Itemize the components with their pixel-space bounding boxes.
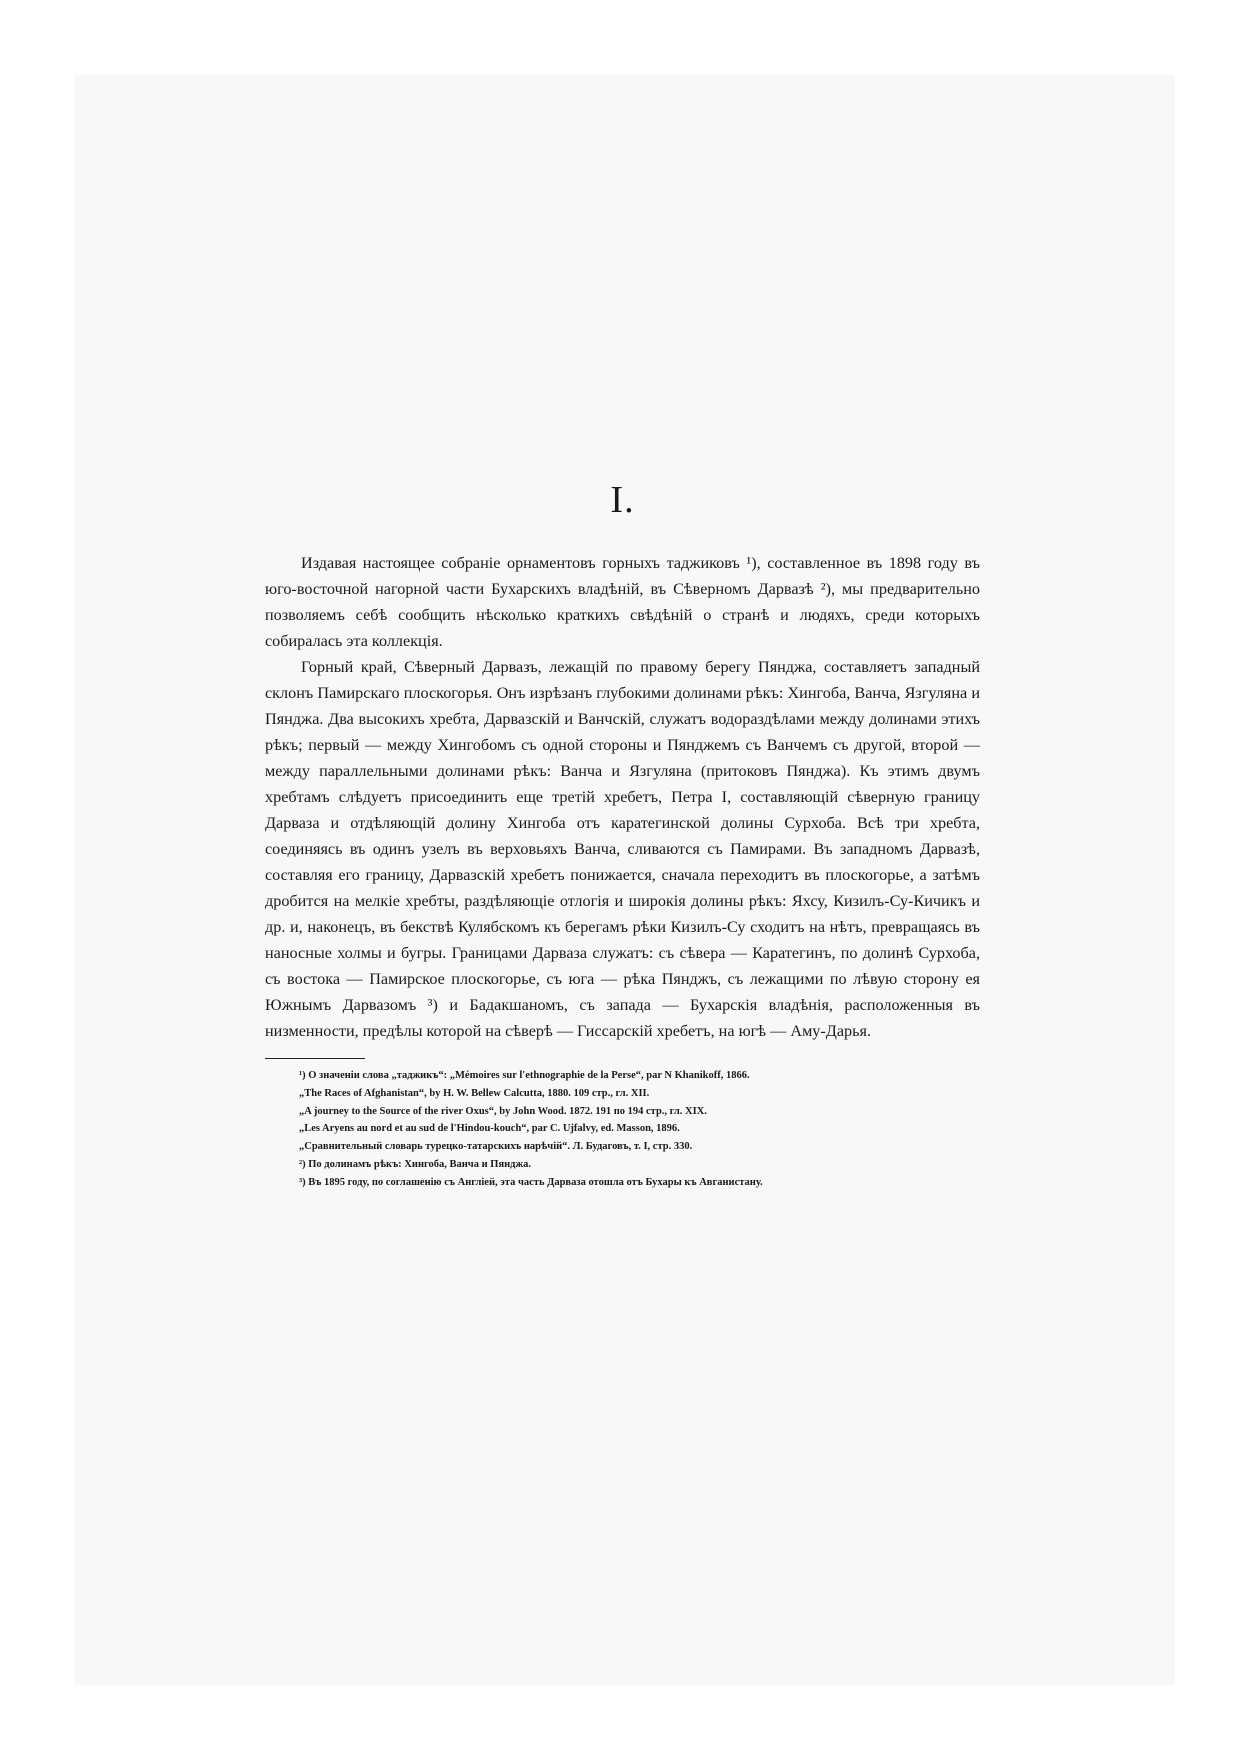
footnote: „A journey to the Source of the river Oxus“, by John Wood. 1872. 191 по 194 стр., гл. XIX.	[299, 1105, 707, 1117]
paragraph-intro: Издавая настоящее собраніе орнаментовъ горныхъ таджиковъ ¹), составленное въ 1898 году въ юго-восточной нагорной части Бухарскихъ владѣній, въ Сѣверномъ Дарвазѣ ²), мы предварительно позволяемъ себѣ сообщить нѣсколько краткихъ свѣдѣній о странѣ и людяхъ, среди которыхъ собиралась эта коллекція.	[265, 554, 980, 650]
paragraph-geography: Горный край, Сѣверный Дарвазъ, лежащій по правому берегу Пянджа, составляетъ западный склонъ Памирскаго плоскогорья. Онъ изрѣзанъ глубокими долинами рѣкъ: Хингоба, Ванча, Язгуляна и Пянджа. Два высокихъ хребта, Дарвазскій и Ванчскій, служатъ водораздѣлами между долинами этихъ рѣкъ; первый — между Хингобомъ съ одной стороны и Пянджемъ съ Ванчемъ съ другой, второй — между параллельными долинами рѣкъ: Ванча и Язгуляна (притоковъ Пянджа). Къ этимъ двумъ хребтамъ слѣдуетъ присоединить еще третій хребетъ, Петра I, составляющій сѣверную границу Дарваза и отдѣляющій долину Хингоба отъ каратегинской долины Сурхоба. Всѣ три хребта, соединяясь въ одинъ узелъ въ верховьяхъ Ванча, сливаются съ Памирами. Въ западномъ Дарвазѣ, составляя его границу, Дарвазскій хребетъ понижается, сначала переходитъ въ плоскогорье, а затѣмъ дробится на мелкіе хребты, раздѣляющіе отлогія и широкія долины рѣкъ: Яхсу, Кизилъ-Су-Кичикъ и др. и, наконецъ, въ бекствѣ Кулябскомъ къ берегамъ рѣки Кизилъ-Су сходитъ на нѣтъ, превращаясь въ наносные холмы и бугры. Границами Дарваза служатъ: съ сѣвера — Каратегинъ, по долинѣ Сурхоба, съ востока — Памирское плоскогорье, съ юга — рѣка Пянджъ, съ лежащими по лѣвую сторону ея Южнымъ Дарвазомъ ³) и Бадакшаномъ, съ запада — Бухарскія владѣнія, расположенныя въ низменности, предѣлы которой на сѣверѣ — Гиссарскій хребетъ, на югѣ — Аму-Дарья.	[265, 658, 980, 1040]
footnote: „The Races of Afghanistan“, by H. W. Bellew Calcutta, 1880. 109 стр., гл. XII.	[299, 1087, 650, 1099]
footnote: ³) Въ 1895 году, по соглашенію съ Англіей, эта часть Дарваза отошла отъ Бухары къ Авганистану.	[299, 1176, 763, 1188]
footnote: „Les Aryens au nord et au sud de l'Hindou-kouch“, par C. Ujfalvy, ed. Masson, 1896.	[299, 1123, 680, 1135]
footnote: ²) По долинамъ рѣкъ: Хингоба, Ванча и Пянджа.	[299, 1158, 531, 1170]
page-body	[265, 478, 980, 1192]
footnote-divider	[265, 1058, 365, 1059]
footnote: ¹) О значеніи слова „таджикъ“: „Mémoires sur l'ethnographie de la Perse“, par N Khanikoff, 1866.	[299, 1070, 750, 1081]
footnote: „Сравнительный словарь турецко-татарскихъ нарѣчій“. Л. Будаговъ, т. I, стр. 330.	[299, 1141, 693, 1153]
chapter-heading: I.	[610, 479, 635, 521]
footnotes-list	[265, 1067, 980, 1192]
